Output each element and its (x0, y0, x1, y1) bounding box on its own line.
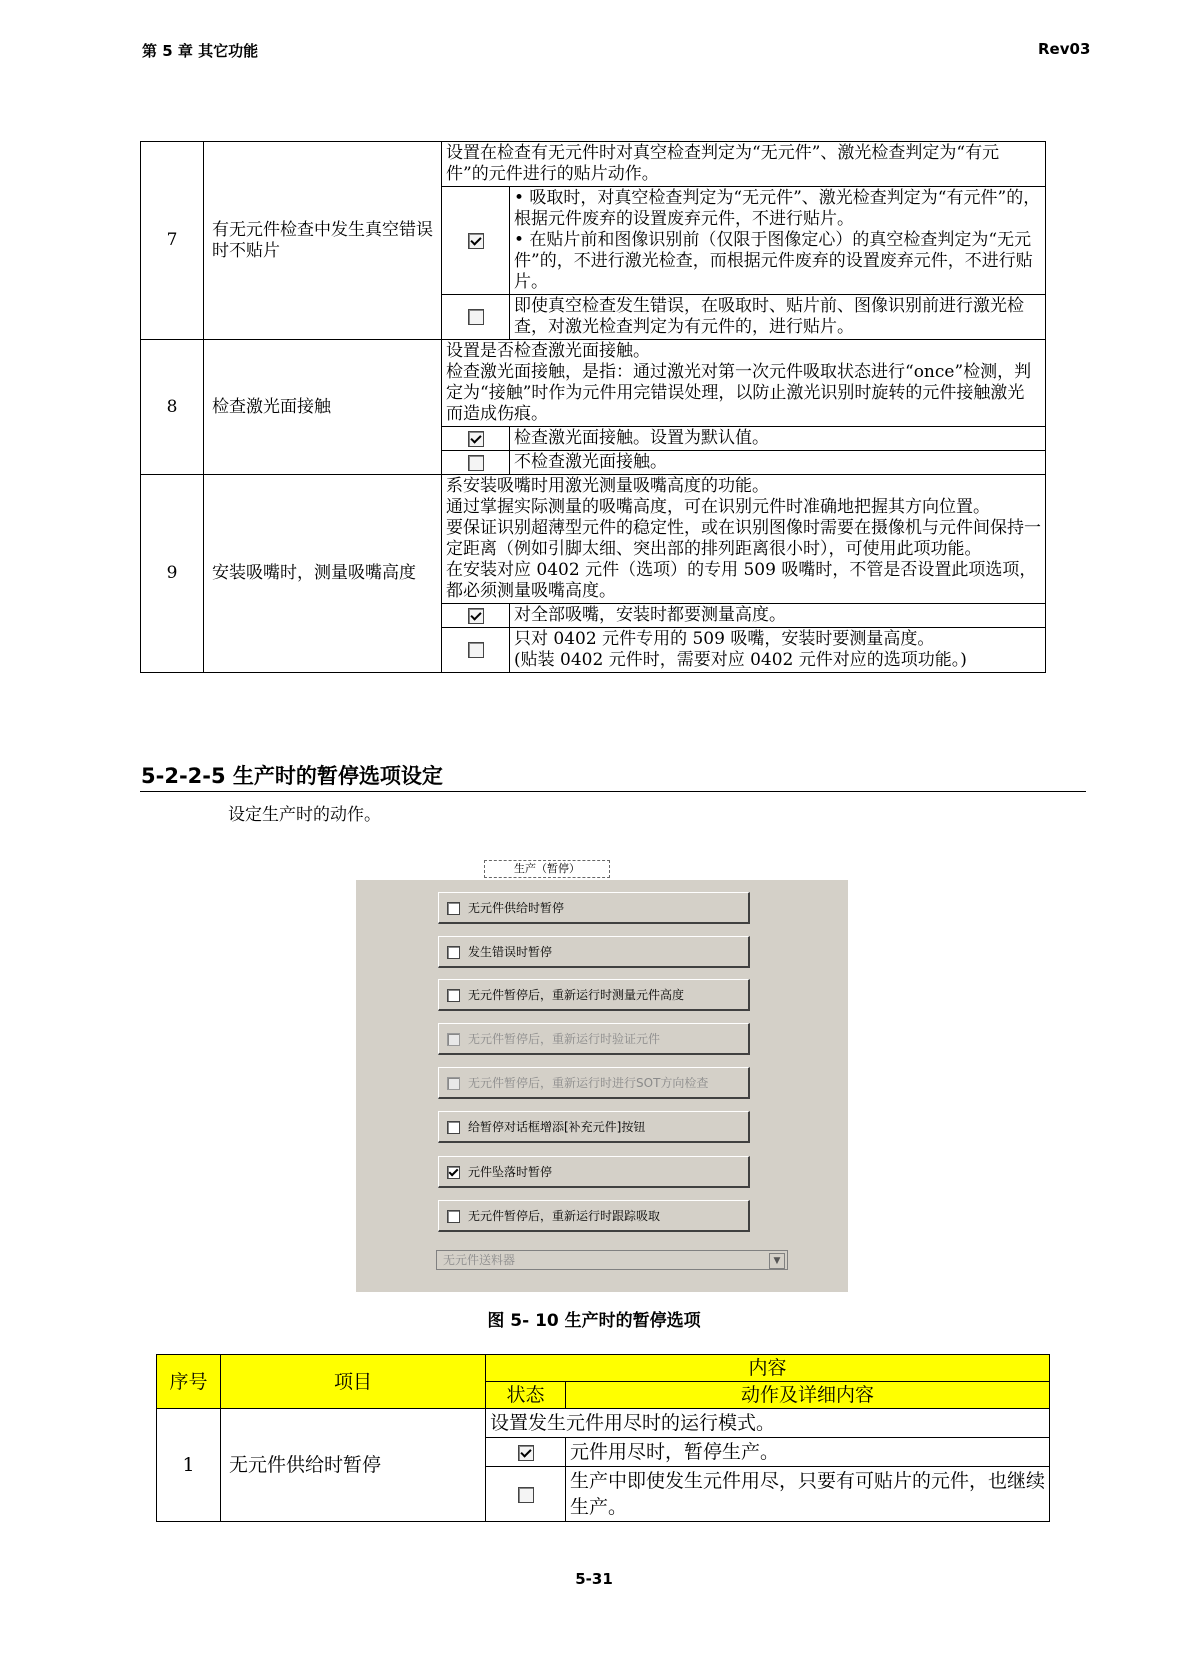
header-no: 序号 (157, 1355, 221, 1409)
row-description: 设置在检查有无元件时对真空检查判定为“无元件”、激光检查判定为“有元件”的元件进行的贴片动作。 (442, 142, 1046, 187)
figure-caption: 图 5- 10 生产时的暂停选项 (487, 1311, 701, 1331)
checkbox-checked-icon (468, 233, 484, 249)
state-checked (442, 187, 510, 295)
row-item: 无元件供给时暂停 (221, 1409, 486, 1522)
row-description: 设置是否检查激光面接触。 检查激光面接触，是指：通过激光对第一次元件吸取状态进行“once”检测，判定为“接触”时作为元件用完错误处理，以防止激光识别时旋转的元件接触激光而造成伤痕。 (442, 340, 1046, 427)
option-off-detail: 只对 0402 元件专用的 509 吸嘴，安装时要测量高度。 (贴装 0402 元件时，需要对应 0402 元件对应的选项功能。) (510, 628, 1046, 673)
option-label: 无元件暂停后，重新运行时跟踪吸取 (468, 1209, 661, 1223)
option-label: 给暂停对话框增添[补充元件]按钮 (468, 1120, 646, 1134)
state-unchecked (486, 1467, 566, 1522)
checkbox-unchecked-icon (468, 309, 484, 325)
pause-options-dialog (356, 880, 848, 1292)
section-divider (140, 791, 1086, 792)
state-unchecked (442, 451, 510, 475)
header-content: 内容 (486, 1355, 1050, 1382)
chapter-header: 第 5 章 其它功能 (142, 42, 259, 60)
checkbox-unchecked-icon (518, 1487, 534, 1503)
state-checked (442, 427, 510, 451)
section-description: 设定生产时的动作。 (228, 805, 381, 825)
option-add-supply-button[interactable] (438, 1111, 750, 1143)
checkbox-icon[interactable] (447, 1033, 460, 1046)
row-description: 设置发生元件用尽时的运行模式。 (486, 1409, 1050, 1438)
checkbox-icon[interactable] (447, 946, 460, 959)
checkbox-checked-icon (468, 431, 484, 447)
checkbox-icon[interactable] (447, 1077, 460, 1090)
checkbox-checked-icon (468, 608, 484, 624)
option-track-pickup[interactable] (438, 1200, 750, 1232)
option-on-detail: • 吸取时，对真空检查判定为“无元件”、激光检查判定为“有元件”的，根据元件废弃的设置废弃元件，不进行贴片。 • 在贴片前和图像识别前（仅限于图像定心）的真空检查判定为“无元件”的，不进行激光检查，而根据元件废弃的设置废弃元件，不进行贴片。 (510, 187, 1046, 295)
option-off-detail: 即使真空检查发生错误，在吸取时、贴片前、图像识别前进行激光检查，对激光检查判定为有元件的，进行贴片。 (510, 295, 1046, 340)
section-title: 5-2-2-5 生产时的暂停选项设定 (141, 764, 443, 788)
state-unchecked (442, 628, 510, 673)
option-drop-pause[interactable] (438, 1156, 750, 1188)
row-number: 1 (157, 1409, 221, 1522)
option-label: 无元件供给时暂停 (468, 901, 565, 915)
dialog-group-label: 生产（暂停） (484, 860, 610, 878)
option-on-detail: 对全部吸嘴，安装时都要测量高度。 (510, 604, 1046, 628)
revision-label: Rev03 (1038, 40, 1091, 58)
option-off-detail: 不检查激光面接触。 (510, 451, 1046, 475)
option-no-supply-pause[interactable] (438, 892, 750, 924)
checkbox-checked-icon[interactable] (447, 1166, 460, 1179)
option-label: 发生错误时暂停 (468, 945, 553, 959)
checkbox-icon[interactable] (447, 989, 460, 1002)
checkbox-icon[interactable] (447, 902, 460, 915)
option-label: 无元件暂停后，重新运行时进行SOT方向检查 (468, 1076, 709, 1090)
feeder-dropdown[interactable] (436, 1250, 788, 1270)
option-off-detail: 生产中即使发生元件用尽，只要有可贴片的元件，也继续生产。 (566, 1467, 1050, 1522)
header-state: 状态 (486, 1382, 566, 1409)
settings-table-2 (156, 1354, 1050, 1522)
row-number: 9 (141, 475, 204, 673)
option-verify-part[interactable] (438, 1023, 750, 1055)
option-label: 无元件暂停后，重新运行时验证元件 (468, 1032, 661, 1046)
row-item: 有无元件检查中发生真空错误时不贴片 (204, 142, 442, 340)
chevron-down-icon[interactable]: ▼ (769, 1253, 785, 1269)
option-error-pause[interactable] (438, 936, 750, 968)
row-item: 检查激光面接触 (204, 340, 442, 475)
checkbox-icon[interactable] (447, 1210, 460, 1223)
header-item: 项目 (221, 1355, 486, 1409)
header-detail: 动作及详细内容 (566, 1382, 1050, 1409)
checkbox-icon[interactable] (447, 1121, 460, 1134)
page-number: 5-31 (575, 1570, 613, 1588)
checkbox-checked-icon (518, 1445, 534, 1461)
dropdown-value: 无元件送料器 (443, 1253, 516, 1267)
row-item: 安装吸嘴时，测量吸嘴高度 (204, 475, 442, 673)
state-checked (486, 1438, 566, 1467)
state-unchecked (442, 295, 510, 340)
option-on-detail: 元件用尽时，暂停生产。 (566, 1438, 1050, 1467)
checkbox-unchecked-icon (468, 642, 484, 658)
option-label: 无元件暂停后，重新运行时测量元件高度 (468, 988, 685, 1002)
state-checked (442, 604, 510, 628)
option-on-detail: 检查激光面接触。设置为默认值。 (510, 427, 1046, 451)
row-description: 系安装吸嘴时用激光测量吸嘴高度的功能。 通过掌握实际测量的吸嘴高度，可在识别元件时准确地把握其方向位置。 要保证识别超薄型元件的稳定性，或在识别图像时需要在摄像机与元件间保持一定距离（例如引脚太细、突出部的排列距离很小时），可使用此项功能。 在安装对应 0402 元件（选项）的专用 509 吸嘴时，不管是否设置此项选项，都必须测量吸嘴高度。 (442, 475, 1046, 604)
row-number: 7 (141, 142, 204, 340)
option-label: 元件坠落时暂停 (468, 1165, 553, 1179)
checkbox-unchecked-icon (468, 455, 484, 471)
option-measure-height[interactable] (438, 979, 750, 1011)
row-number: 8 (141, 340, 204, 475)
settings-table-1 (140, 141, 1046, 673)
option-sot-check[interactable] (438, 1067, 750, 1099)
